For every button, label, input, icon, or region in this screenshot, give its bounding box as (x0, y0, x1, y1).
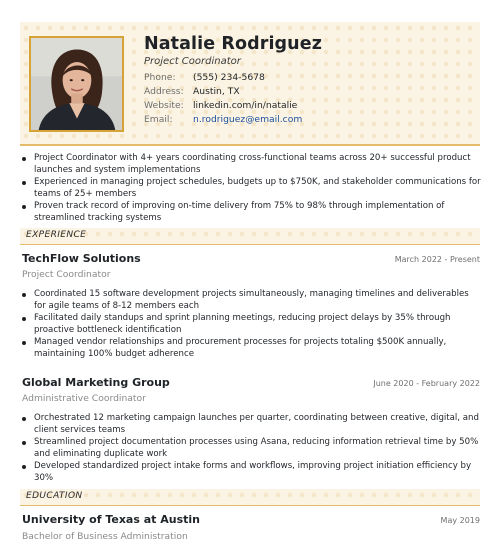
profile-photo-image (31, 38, 122, 130)
phone-label: Phone: (144, 72, 176, 83)
phone-value: (555) 234-5678 (193, 72, 265, 83)
profile-photo (29, 36, 124, 132)
candidate-role: Project Coordinator (144, 56, 241, 67)
job-dates: June 2020 - February 2022 (373, 379, 480, 388)
email-link[interactable]: n.rodriguez@email.com (193, 114, 303, 125)
address-value: Austin, TX (193, 86, 240, 97)
address-label: Address: (144, 86, 184, 97)
experience-divider (20, 244, 480, 245)
job-bullet: Managed vendor relationships and procurement processes for projects totaling $500K annually, maintaining 100% budget adherence (20, 336, 482, 360)
summary-item: Project Coordinator with 4+ years coordinating cross-functional teams across 20+ successful product launches and system implementations (20, 152, 482, 176)
resume-header (20, 22, 480, 144)
school-name: University of Texas at Austin (22, 513, 200, 526)
email-label: Email: (144, 114, 173, 125)
job-title: Administrative Coordinator (22, 393, 146, 404)
graduation-date: May 2019 (440, 516, 480, 525)
website-label: Website: (144, 100, 184, 111)
job-title: Project Coordinator (22, 269, 111, 280)
education-section-header (20, 489, 480, 505)
experience-heading: EXPERIENCE (26, 230, 87, 240)
experience-section-header (20, 228, 480, 244)
job-bullet: Coordinated 15 software development projects simultaneously, managing timelines and deliverables for agile teams of 8-12 members each (20, 288, 482, 312)
job-company: Global Marketing Group (22, 376, 170, 389)
website-link[interactable]: linkedin.com/in/natalie (193, 100, 298, 111)
degree: Bachelor of Business Administration (22, 531, 188, 542)
summary-item: Experienced in managing project schedules, budgets up to $750K, and stakeholder communications for teams of 25+ members (20, 176, 482, 200)
job-company: TechFlow Solutions (22, 252, 141, 265)
job-dates: March 2022 - Present (394, 255, 480, 264)
job-bullet: Facilitated daily standups and sprint planning meetings, reducing project delays by 35% through proactive bottleneck identification (20, 312, 482, 336)
header-divider (20, 144, 480, 146)
candidate-name: Natalie Rodriguez (144, 34, 322, 54)
summary-list (20, 152, 482, 224)
job-bullets (20, 412, 482, 484)
job-bullet: Streamlined project documentation processes using Asana, reducing information retrieval time by 50% and eliminating duplicate work (20, 436, 482, 460)
education-divider (20, 505, 480, 506)
education-heading: EDUCATION (26, 491, 83, 501)
summary-item: Proven track record of improving on-time delivery from 75% to 98% through implementation of streamlined tracking systems (20, 200, 482, 224)
job-bullet: Developed standardized project intake forms and workflows, improving project initiation efficiency by 30% (20, 460, 482, 484)
job-bullet: Orchestrated 12 marketing campaign launches per quarter, coordinating between creative, digital, and client services teams (20, 412, 482, 436)
job-bullets (20, 288, 482, 360)
